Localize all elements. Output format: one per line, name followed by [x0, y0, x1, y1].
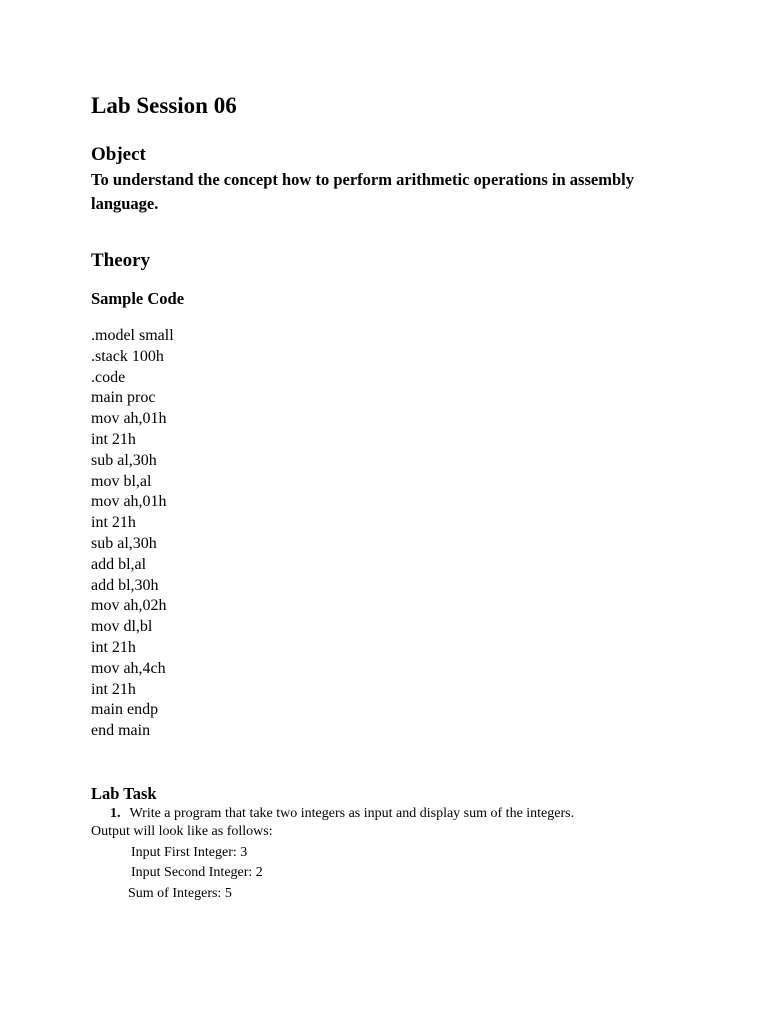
code-line: mov ah,01h — [91, 493, 167, 511]
code-line: mov ah,02h — [91, 597, 167, 615]
sample-output-line: Sum of Integers: 5 — [128, 886, 232, 901]
code-line: mov dl,bl — [91, 618, 153, 636]
code-line: add bl,al — [91, 555, 147, 573]
sample-code-heading: Sample Code — [91, 289, 185, 308]
theory-heading: Theory — [91, 250, 151, 271]
sample-code-block — [91, 326, 174, 742]
code-line: .model small — [91, 327, 174, 344]
page-title: Lab Session 06 — [91, 93, 237, 118]
code-line: .stack 100h — [91, 347, 164, 365]
code-line: sub al,30h — [91, 451, 157, 469]
code-line: main proc — [91, 389, 156, 407]
task-number: 1. — [110, 806, 121, 821]
task-item — [110, 805, 574, 822]
object-heading: Object — [91, 144, 146, 165]
output-intro: Output will look like as follows: — [91, 824, 273, 839]
code-line: main endp — [91, 701, 159, 719]
code-line: sub al,30h — [91, 534, 157, 552]
code-line: int 21h — [91, 514, 136, 532]
code-line: int 21h — [91, 638, 136, 656]
code-line: .code — [91, 368, 126, 386]
code-line: int 21h — [91, 430, 136, 448]
sample-output-line: Input Second Integer: 2 — [131, 865, 263, 880]
sample-output-line: Input First Integer: 3 — [131, 845, 248, 860]
object-text: To understand the concept how to perform arithmetic operations in assembly language. — [91, 170, 634, 213]
code-line: end main — [91, 722, 151, 740]
code-line: mov bl,al — [91, 472, 152, 490]
lab-task-heading: Lab Task — [91, 784, 157, 803]
code-line: int 21h — [91, 680, 136, 698]
code-line: mov ah,4ch — [91, 659, 166, 677]
code-line: add bl,30h — [91, 576, 159, 594]
code-line: mov ah,01h — [91, 410, 167, 428]
task-text: Write a program that take two integers as input and display sum of the integers. — [129, 806, 575, 821]
